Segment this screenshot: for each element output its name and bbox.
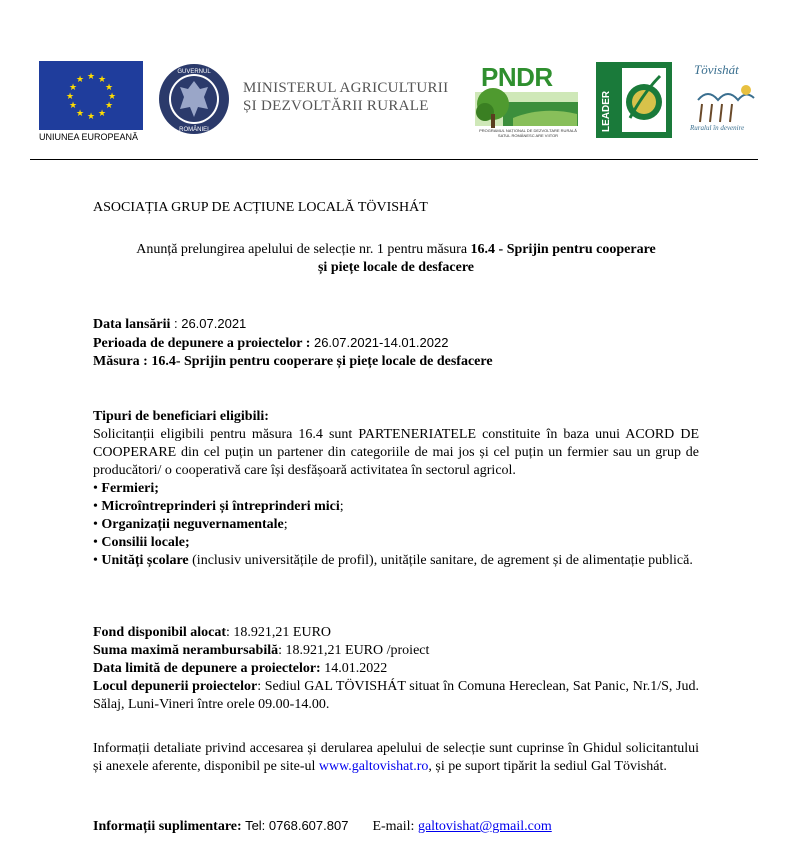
email-label: E-mail: [372, 819, 418, 834]
limit-value: 14.01.2022 [320, 661, 388, 676]
location-value: : Sediul GAL TÖVISHÁT situat în Comuna Hereclean, Sat Panic, Nr.1/S, Jud. Sălaj, Luni-Vineri între orele 09.00-14.00. [93, 679, 699, 712]
email-link[interactable]: galtovishat@gmail.com [417, 819, 552, 834]
fond-label: Fond disponibil alocat [93, 625, 227, 640]
svg-text:★: ★ [104, 101, 114, 111]
info-post: , și pe suport tipărit la sediul Gal Tövishát. [428, 759, 667, 774]
phone-number: Tel: 0768.607.807 [241, 818, 349, 833]
header-divider [30, 159, 758, 160]
key-dates [93, 315, 699, 371]
measure-line: Măsura : 16.4- Sprijin pentru cooperare și piețe locale de desfacere [93, 354, 493, 369]
pndr-subtitle: PROGRAMUL NAȚIONAL DE DEZVOLTARE RURALĂ SATUL ROMÂNESC ARE VIITOR [479, 128, 577, 138]
info-paragraph [93, 740, 699, 776]
bullet-item: • Organizații neguvernamentale; [93, 517, 288, 532]
beneficiaries-text: Solicitanții eligibili pentru măsura 16.4 sunt PARTENERIATELE constituite în baza unui ACORD DE COOPERARE din cel puțin un partener din categoriile de mai jos și cel puțin un fermier sau un grup de producători/ o cooperativă care își desfășoară activitatea în sectorul agricol. [93, 427, 699, 478]
launch-value: : 26.07.2021 [170, 316, 247, 331]
svg-text:★: ★ [75, 75, 85, 85]
limit-label: Data limită de depunere a proiectelor: [93, 661, 321, 676]
tovishat-tagline: Ruralul în devenire [690, 124, 745, 132]
pndr-title: PNDR [481, 62, 553, 92]
tovishat-title: Tövishát [694, 62, 739, 77]
fond-value: : 18.921,21 EURO [226, 625, 332, 640]
suma-value: : 18.921,21 EURO /proiect [278, 643, 430, 658]
bullet-item: • Unități școlare (inclusiv universitățile de profil), unitățile sanitare, de agrement și de alimentație publică. [93, 553, 693, 568]
eu-flag-logo [39, 61, 143, 130]
info-pre: Informații detaliate privind accesarea și derularea apelului de selecție sunt cuprinse în Ghidul solicitantului și anexele aferente, disponibil pe site-ul [93, 741, 699, 774]
contact-line [93, 817, 699, 836]
announcement [93, 241, 699, 277]
svg-text:★: ★ [97, 109, 107, 119]
announcement-measure-1: 16.4 - Sprijin pentru cooperare [470, 242, 656, 257]
leader-logo [596, 62, 672, 138]
svg-text:★: ★ [68, 101, 78, 111]
leader-label: LEADER [601, 90, 612, 132]
announcement-measure-2: și piețe locale de desfacere [317, 260, 475, 275]
bullet-item: • Consilii locale; [93, 535, 190, 550]
funding-section [93, 624, 699, 714]
beneficiaries-section [93, 408, 699, 570]
guvernul-romaniei-seal [158, 63, 230, 135]
announcement-prefix: Anunță prelungirea apelului de selecție nr. 1 pentru măsura [136, 242, 471, 257]
svg-text:★: ★ [97, 75, 107, 85]
ministry-line-1: MINISTERUL AGRICULTURII [243, 80, 449, 96]
svg-text:★: ★ [86, 112, 96, 122]
location-label: Locul depunerii proiectelor [93, 679, 258, 694]
svg-text:GUVERNUL: GUVERNUL [177, 69, 211, 75]
ministry-line-2: ȘI DEZVOLTĂRII RURALE [243, 98, 429, 114]
website-link[interactable]: www.galtovishat.ro [318, 759, 429, 774]
period-label: Perioada de depunere a proiectelor : [93, 336, 311, 351]
launch-label: Data lansării [93, 317, 171, 332]
bullet-item: • Microîntreprinderi și întreprinderi mici; [93, 499, 344, 514]
eu-caption: UNIUNEA EUROPEANĂ [39, 132, 139, 142]
org-title: ASOCIAȚIA GRUP DE ACȚIUNE LOCALĂ TÖVISHÁT [93, 200, 428, 215]
period-value: 26.07.2021-14.01.2022 [310, 335, 449, 350]
extra-label: Informații suplimentare: [93, 819, 242, 834]
svg-text:★: ★ [104, 83, 114, 93]
suma-label: Suma maximă nerambursabilă [93, 643, 279, 658]
svg-text:★: ★ [86, 72, 96, 82]
ministry-logo-text [243, 79, 458, 115]
svg-text:★: ★ [68, 83, 78, 93]
beneficiaries-heading: Tipuri de beneficiari eligibili: [93, 409, 269, 424]
svg-text:★: ★ [107, 92, 117, 102]
logo-header [0, 0, 794, 160]
svg-text:★: ★ [65, 92, 75, 102]
bullet-item: • Fermieri; [93, 481, 159, 496]
svg-text:★: ★ [75, 109, 85, 119]
svg-text:ROMÂNIEI: ROMÂNIEI [179, 127, 209, 133]
